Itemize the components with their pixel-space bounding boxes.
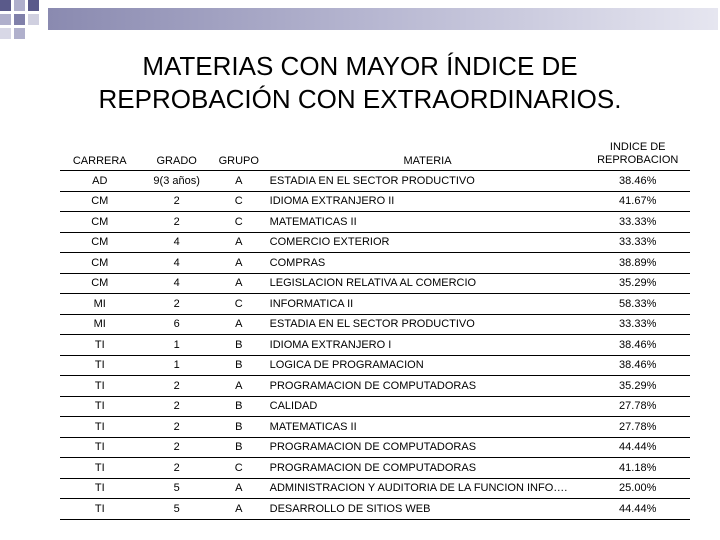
header-grupo: GRUPO [214,135,264,171]
cell-carrera: TI [60,396,140,417]
header-carrera: CARRERA [60,135,140,171]
cell-grupo: B [214,355,264,376]
table-row [60,232,690,253]
cell-grado: 2 [140,376,214,397]
cell-carrera: TI [60,478,140,499]
cell-carrera: TI [60,335,140,356]
cell-indice: 41.18% [585,458,690,479]
header-materia: MATERIA [264,135,586,171]
cell-grado: 2 [140,396,214,417]
cell-materia: ADMINISTRACION Y AUDITORIA DE LA FUNCION INFO…. [264,478,586,499]
cell-materia: LOGICA DE PROGRAMACION [264,355,586,376]
cell-indice: 58.33% [585,294,690,315]
title-line-1: MATERIAS CON MAYOR ÍNDICE DE [142,51,578,81]
cell-grado: 4 [140,273,214,294]
cell-materia: CALIDAD [264,396,586,417]
cell-grupo: A [214,273,264,294]
cell-materia: LEGISLACION RELATIVA AL COMERCIO [264,273,586,294]
title-line-2: REPROBACIÓN CON EXTRAORDINARIOS. [98,84,622,114]
cell-grado: 2 [140,458,214,479]
cell-indice: 38.46% [585,171,690,192]
header-gradient-bar [48,8,718,30]
cell-carrera: TI [60,499,140,520]
cell-carrera: TI [60,437,140,458]
cell-grupo: A [214,171,264,192]
table-row [60,314,690,335]
cell-grupo: B [214,437,264,458]
cell-grupo: A [214,478,264,499]
cell-materia: MATEMATICAS II [264,417,586,438]
cell-indice: 33.33% [585,314,690,335]
table-row [60,355,690,376]
cell-indice: 44.44% [585,437,690,458]
cell-indice: 38.46% [585,355,690,376]
deco-square [0,14,11,25]
cell-carrera: AD [60,171,140,192]
table-row [60,212,690,233]
cell-grupo: A [214,499,264,520]
cell-carrera: TI [60,376,140,397]
table-row [60,273,690,294]
cell-grado: 2 [140,417,214,438]
cell-grado: 2 [140,294,214,315]
cell-indice: 38.89% [585,253,690,274]
table-row [60,253,690,274]
cell-grupo: C [214,191,264,212]
header-grado: GRADO [140,135,214,171]
cell-carrera: TI [60,417,140,438]
cell-indice: 33.33% [585,212,690,233]
cell-grado: 1 [140,355,214,376]
cell-materia: ESTADIA EN EL SECTOR PRODUCTIVO [264,171,586,192]
failure-rate-table [60,135,690,520]
header-indice [585,135,690,171]
cell-grado: 4 [140,232,214,253]
cell-materia: INFORMATICA II [264,294,586,315]
cell-grado: 6 [140,314,214,335]
cell-indice: 35.29% [585,273,690,294]
table-row [60,417,690,438]
cell-grado: 1 [140,335,214,356]
cell-indice: 27.78% [585,396,690,417]
cell-grupo: A [214,253,264,274]
table-row [60,499,690,520]
cell-grado: 2 [140,191,214,212]
cell-grupo: C [214,294,264,315]
cell-materia: IDIOMA EXTRANJERO I [264,335,586,356]
table-row [60,294,690,315]
cell-materia: PROGRAMACION DE COMPUTADORAS [264,437,586,458]
cell-grado: 9(3 años) [140,171,214,192]
deco-square [28,14,39,25]
cell-carrera: TI [60,458,140,479]
cell-grupo: C [214,458,264,479]
cell-grupo: B [214,335,264,356]
slide-title [30,50,690,116]
cell-grupo: A [214,314,264,335]
table-row [60,478,690,499]
header-indice-line2: REPROBACION [597,154,679,166]
cell-grupo: A [214,376,264,397]
table-row [60,171,690,192]
cell-grado: 5 [140,478,214,499]
cell-grado: 2 [140,437,214,458]
header-indice-line1: INDICE DE [609,141,666,153]
cell-grado: 2 [140,212,214,233]
cell-grupo: B [214,396,264,417]
cell-materia: PROGRAMACION DE COMPUTADORAS [264,376,586,397]
cell-carrera: CM [60,273,140,294]
cell-indice: 44.44% [585,499,690,520]
cell-grupo: A [214,232,264,253]
cell-indice: 35.29% [585,376,690,397]
cell-carrera: CM [60,191,140,212]
table-row [60,335,690,356]
table-row [60,458,690,479]
cell-indice: 41.67% [585,191,690,212]
table-header-row [60,135,690,171]
cell-indice: 25.00% [585,478,690,499]
cell-materia: MATEMATICAS II [264,212,586,233]
table-row [60,376,690,397]
deco-square [14,0,25,11]
cell-carrera: CM [60,232,140,253]
table-row [60,191,690,212]
cell-grado: 5 [140,499,214,520]
cell-grupo: C [214,212,264,233]
cell-materia: ESTADIA EN EL SECTOR PRODUCTIVO [264,314,586,335]
cell-grado: 4 [140,253,214,274]
deco-square [14,28,25,39]
cell-materia: COMERCIO EXTERIOR [264,232,586,253]
cell-materia: IDIOMA EXTRANJERO II [264,191,586,212]
cell-materia: DESARROLLO DE SITIOS WEB [264,499,586,520]
cell-carrera: CM [60,253,140,274]
cell-grupo: B [214,417,264,438]
deco-square [28,0,39,11]
deco-square [0,0,11,11]
table-row [60,396,690,417]
deco-square [0,28,11,39]
cell-indice: 27.78% [585,417,690,438]
cell-carrera: CM [60,212,140,233]
cell-carrera: MI [60,294,140,315]
cell-carrera: MI [60,314,140,335]
deco-square [14,14,25,25]
cell-materia: PROGRAMACION DE COMPUTADORAS [264,458,586,479]
cell-indice: 38.46% [585,335,690,356]
cell-carrera: TI [60,355,140,376]
table-row [60,437,690,458]
cell-indice: 33.33% [585,232,690,253]
cell-materia: COMPRAS [264,253,586,274]
